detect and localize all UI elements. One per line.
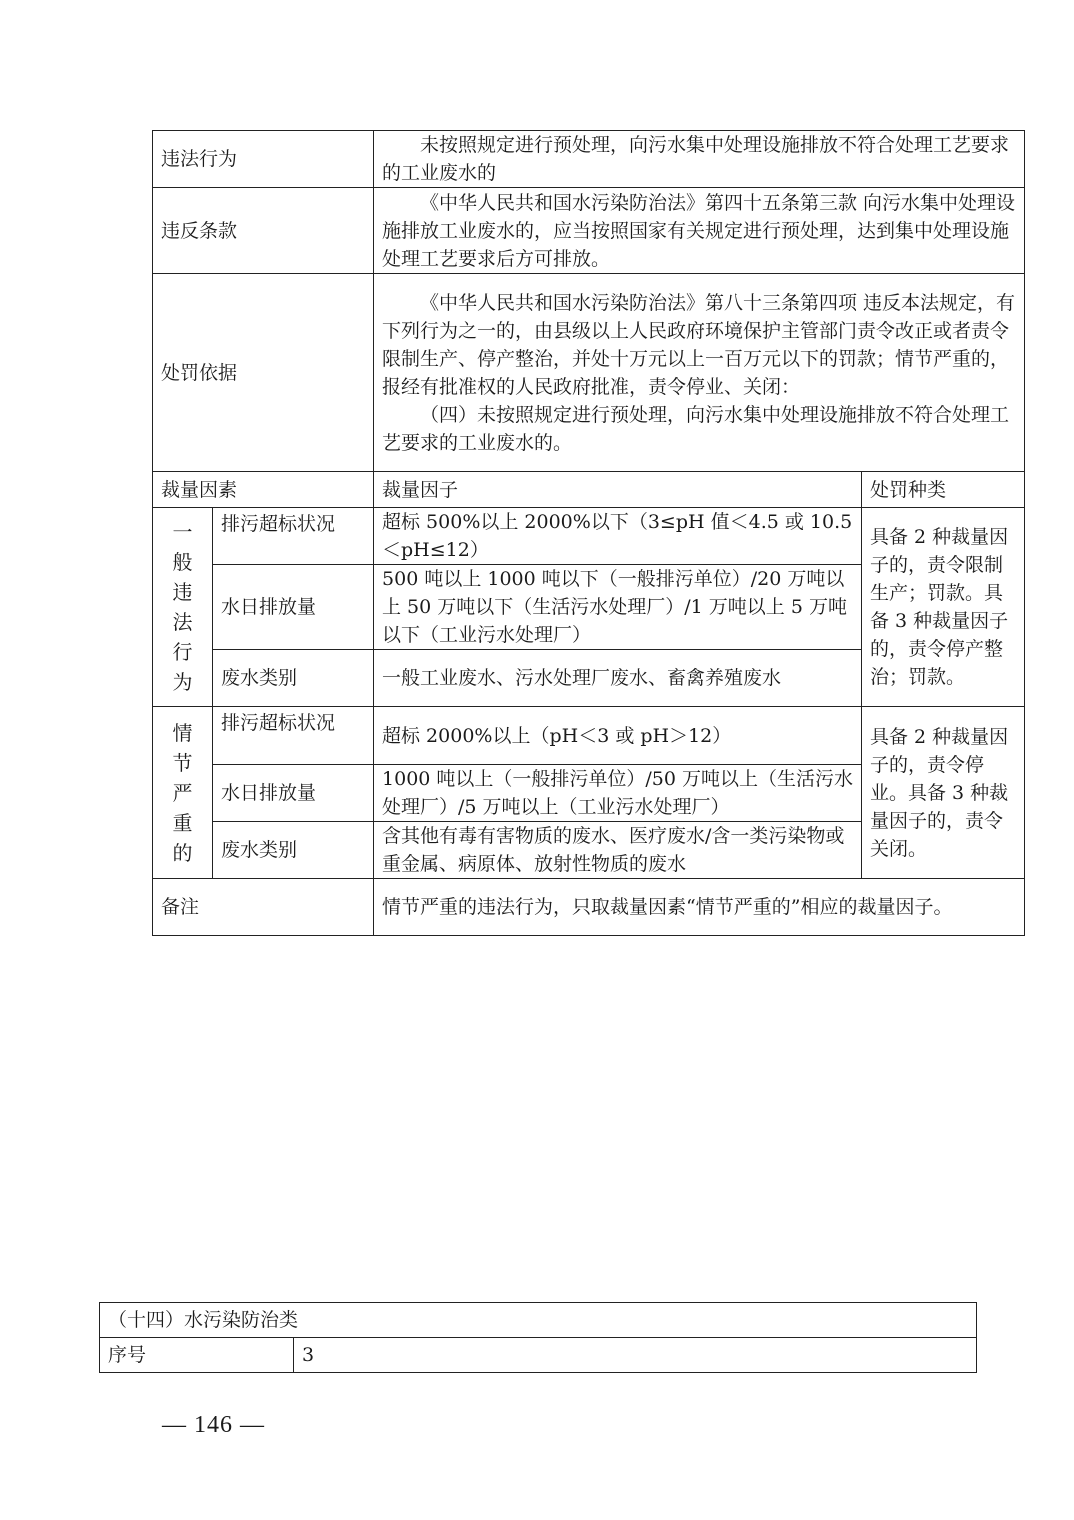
serial-value: 3 (294, 1338, 977, 1373)
factor-value: 1000 吨以上（一般排污单位）/50 万吨以上（生活污水处理厂）/5 万吨以上（工业污水处理厂） (374, 765, 862, 822)
serious-row-1 (153, 707, 1025, 765)
factor-value: 超标 500%以上 2000%以下（3≤pH 值＜4.5 或 10.5＜pH≤12） (374, 508, 862, 565)
factor-value: 一般工业废水、污水处理厂废水、畜禽养殖废水 (374, 650, 862, 707)
violation-row (153, 131, 1025, 188)
header-row (153, 472, 1025, 508)
penalty-basis-cell (374, 274, 1025, 472)
factor-name: 废水类别 (213, 650, 374, 707)
general-char: 般 (172, 550, 193, 574)
general-char: 为 (172, 670, 193, 694)
serious-violation-label (153, 707, 213, 879)
serious-char: 情 (172, 720, 193, 745)
article-label: 违反条款 (153, 188, 374, 274)
general-char: 法 (172, 610, 193, 634)
remark-row (153, 879, 1025, 936)
penalty-basis-paragraph-2: （四）未按照规定进行预处理，向污水集中处理设施排放不符合处理工艺要求的工业废水的。 (382, 403, 1010, 454)
general-char: 行 (172, 640, 193, 664)
remark-label: 备注 (153, 879, 374, 936)
serial-label: 序号 (100, 1338, 294, 1373)
factor-value: 含其他有毒有害物质的废水、医疗废水/含一类污染物或重金属、病原体、放射性物质的废水 (374, 822, 862, 879)
violation-text: 未按照规定进行预处理，向污水集中处理设施排放不符合处理工艺要求的工业废水的 (374, 131, 1025, 188)
factor-name: 排污超标状况 (213, 508, 374, 565)
factor-name: 水日排放量 (213, 765, 374, 822)
serial-row (100, 1338, 977, 1373)
factor-name: 排污超标状况 (213, 707, 374, 765)
penalty-basis-paragraph-1: 《中华人民共和国水污染防治法》第八十三条第四项 违反本法规定，有下列行为之一的，由县级以上人民政府环境保护主管部门责令改正或者责令限制生产、停产整治，并处十万元以上一百万元以下的罚款；情节严重的，报经有批准权的人民政府批准，责令停业、关闭： (382, 291, 1016, 398)
article-text: 《中华人民共和国水污染防治法》第四十五条第三款 向污水集中处理设施排放工业废水的，应当按照国家有关规定进行预处理，达到集中处理设施处理工艺要求后方可排放。 (374, 188, 1025, 274)
penalty-type-header: 处罚种类 (862, 472, 1025, 508)
penalty-basis-row (153, 274, 1025, 472)
factor-value: 超标 2000%以上（pH＜3 或 pH＞12） (374, 707, 862, 765)
factor-header: 裁量因子 (374, 472, 862, 508)
factor-value: 500 吨以上 1000 吨以下（一般排污单位）/20 万吨以上 50 万吨以下（生活污水处理厂）/1 万吨以上 5 万吨以下（工业污水处理厂） (374, 565, 862, 650)
category-title: （十四）水污染防治类 (100, 1303, 977, 1338)
serious-char: 严 (172, 780, 193, 805)
next-entry-table (99, 1302, 977, 1373)
general-penalty: 具备 2 种裁量因子的，责令限制生产；罚款。具备 3 种裁量因子的，责令停产整治；罚款。 (862, 508, 1025, 707)
violation-label: 违法行为 (153, 131, 374, 188)
factor-name: 废水类别 (213, 822, 374, 879)
factor-group-header: 裁量因素 (153, 472, 374, 508)
category-row (100, 1303, 977, 1338)
serious-penalty: 具备 2 种裁量因子的，责令停业。具备 3 种裁量因子的，责令关闭。 (862, 707, 1025, 879)
general-char: 违 (172, 580, 193, 604)
factor-name: 水日排放量 (213, 565, 374, 650)
penalty-basis-label: 处罚依据 (153, 274, 374, 472)
serious-char: 的 (172, 840, 193, 865)
remark-text: 情节严重的违法行为，只取裁量因素“情节严重的”相应的裁量因子。 (374, 879, 1025, 936)
serious-char: 节 (172, 750, 193, 775)
page-number: — 146 — (162, 1412, 265, 1438)
article-row (153, 188, 1025, 274)
general-violation-label (153, 508, 213, 707)
general-char: 一 (172, 520, 193, 544)
penalty-standard-table (152, 130, 1025, 936)
general-row-1 (153, 508, 1025, 565)
serious-char: 重 (172, 810, 193, 835)
